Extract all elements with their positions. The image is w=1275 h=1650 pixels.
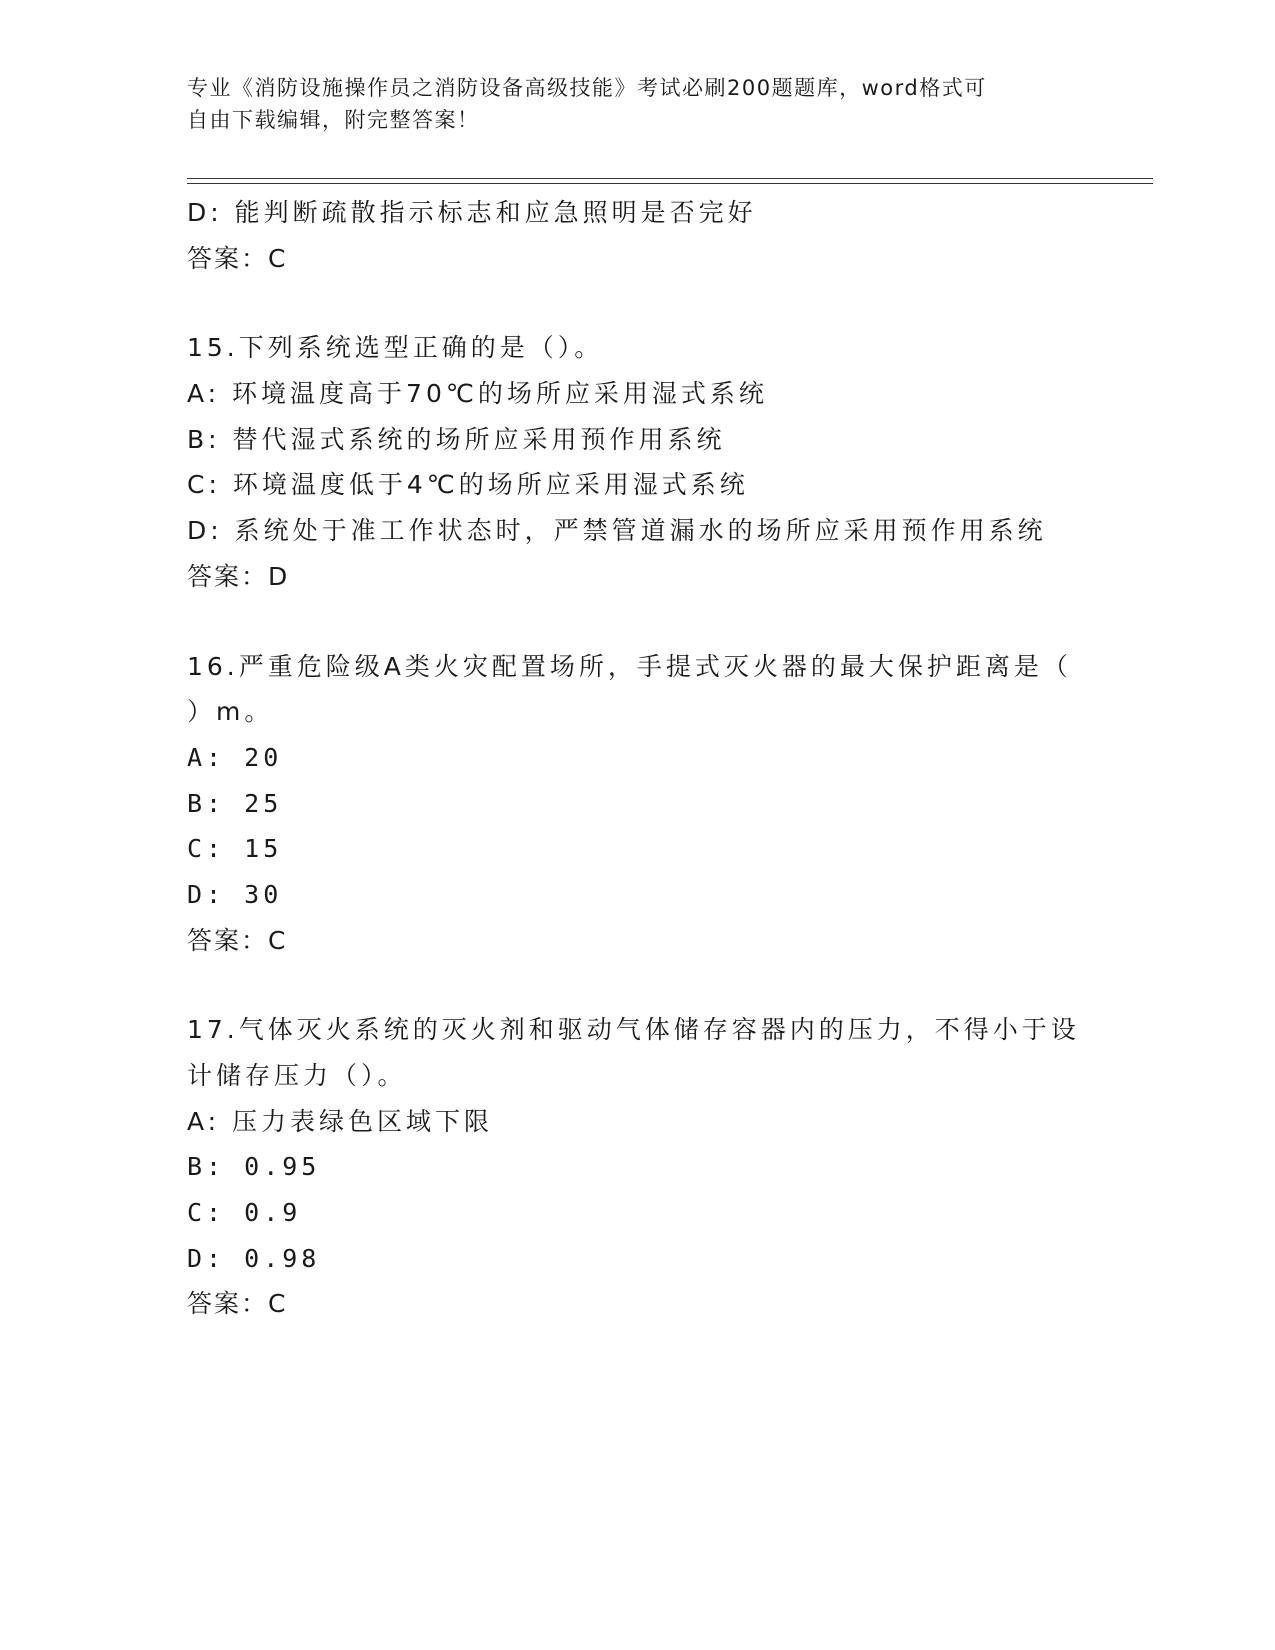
option-b: B: 替代湿式系统的场所应采用预作用系统: [187, 424, 726, 454]
option-d: D: 30: [187, 879, 283, 909]
question-block-15: [187, 325, 1087, 599]
question-stem-continued: ）m。: [187, 697, 274, 727]
option-a: A: 20: [187, 742, 283, 772]
answer-line: 答案：C: [187, 243, 288, 273]
option-c: C: 环境温度低于4℃的场所应采用湿式系统: [187, 470, 749, 500]
header-line-1: 专业《消防设施操作员之消防设备高级技能》考试必刷200题题库，word格式可: [187, 76, 987, 100]
answer-line: 答案：C: [187, 925, 288, 955]
option-d: D: 0.98: [187, 1243, 321, 1273]
option-d: D: 能判断疏散指示标志和应急照明是否完好: [187, 198, 757, 227]
option-c: C: 0.9: [187, 1198, 302, 1228]
answer-line: 答案：D: [187, 561, 290, 591]
page-header: [187, 72, 1067, 136]
option-d: D: 系统处于准工作状态时，严禁管道漏水的场所应采用预作用系统: [187, 516, 1047, 546]
document-body: [187, 190, 1087, 1327]
question-stem: 15.下列系统选型正确的是（）。: [187, 333, 604, 363]
header-line-2: 自由下载编辑，附完整答案！: [187, 108, 480, 132]
question-stem: 17.气体灭火系统的灭火剂和驱动气体储存容器内的压力，不得小于设: [187, 1015, 1080, 1045]
question-stem-continued: 计储存压力（）。: [187, 1061, 407, 1090]
option-b: B: 0.95: [187, 1152, 321, 1182]
header-divider: [187, 178, 1153, 184]
option-b: B: 25: [187, 788, 283, 818]
option-c: C: 15: [187, 834, 283, 864]
option-a: A: 环境温度高于70℃的场所应采用湿式系统: [187, 379, 768, 409]
answer-line: 答案：C: [187, 1289, 288, 1319]
option-a: A: 压力表绿色区域下限: [187, 1106, 494, 1136]
question-block-16: [187, 644, 1087, 964]
question-block-17: [187, 1007, 1087, 1327]
question-stem: 16.严重危险级A类火灾配置场所，手提式灭火器的最大保护距离是（: [187, 651, 1072, 681]
